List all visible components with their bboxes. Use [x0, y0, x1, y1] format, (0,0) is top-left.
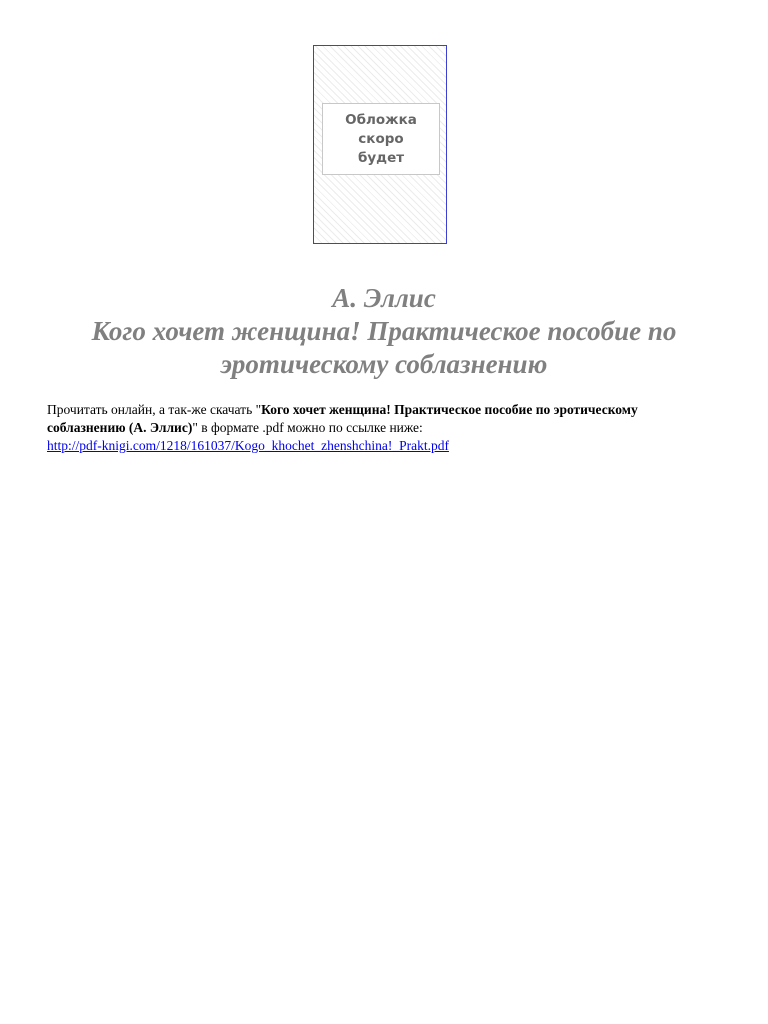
book-author: А. Эллис [332, 283, 436, 313]
book-cover-placeholder [313, 45, 447, 244]
download-description [47, 401, 647, 455]
description-book-title: Кого хочет женщина! Практическое пособие по эротическому соблазнению (А. Эллис) [47, 402, 638, 435]
book-header [30, 282, 738, 381]
download-link[interactable]: http://pdf-knigi.com/1218/161037/Kogo_khochet_zhenshchina!_Prakt.pdf [47, 438, 449, 453]
cover-placeholder-label: Обложка скоро будет [322, 103, 440, 175]
book-title: Кого хочет женщина! Практическое пособие по эротическому соблазнению [91, 316, 677, 379]
description-prefix: Прочитать онлайн, а так-же скачать " [47, 402, 262, 417]
description-suffix: " в формате .pdf можно по ссылке ниже: [192, 420, 423, 435]
